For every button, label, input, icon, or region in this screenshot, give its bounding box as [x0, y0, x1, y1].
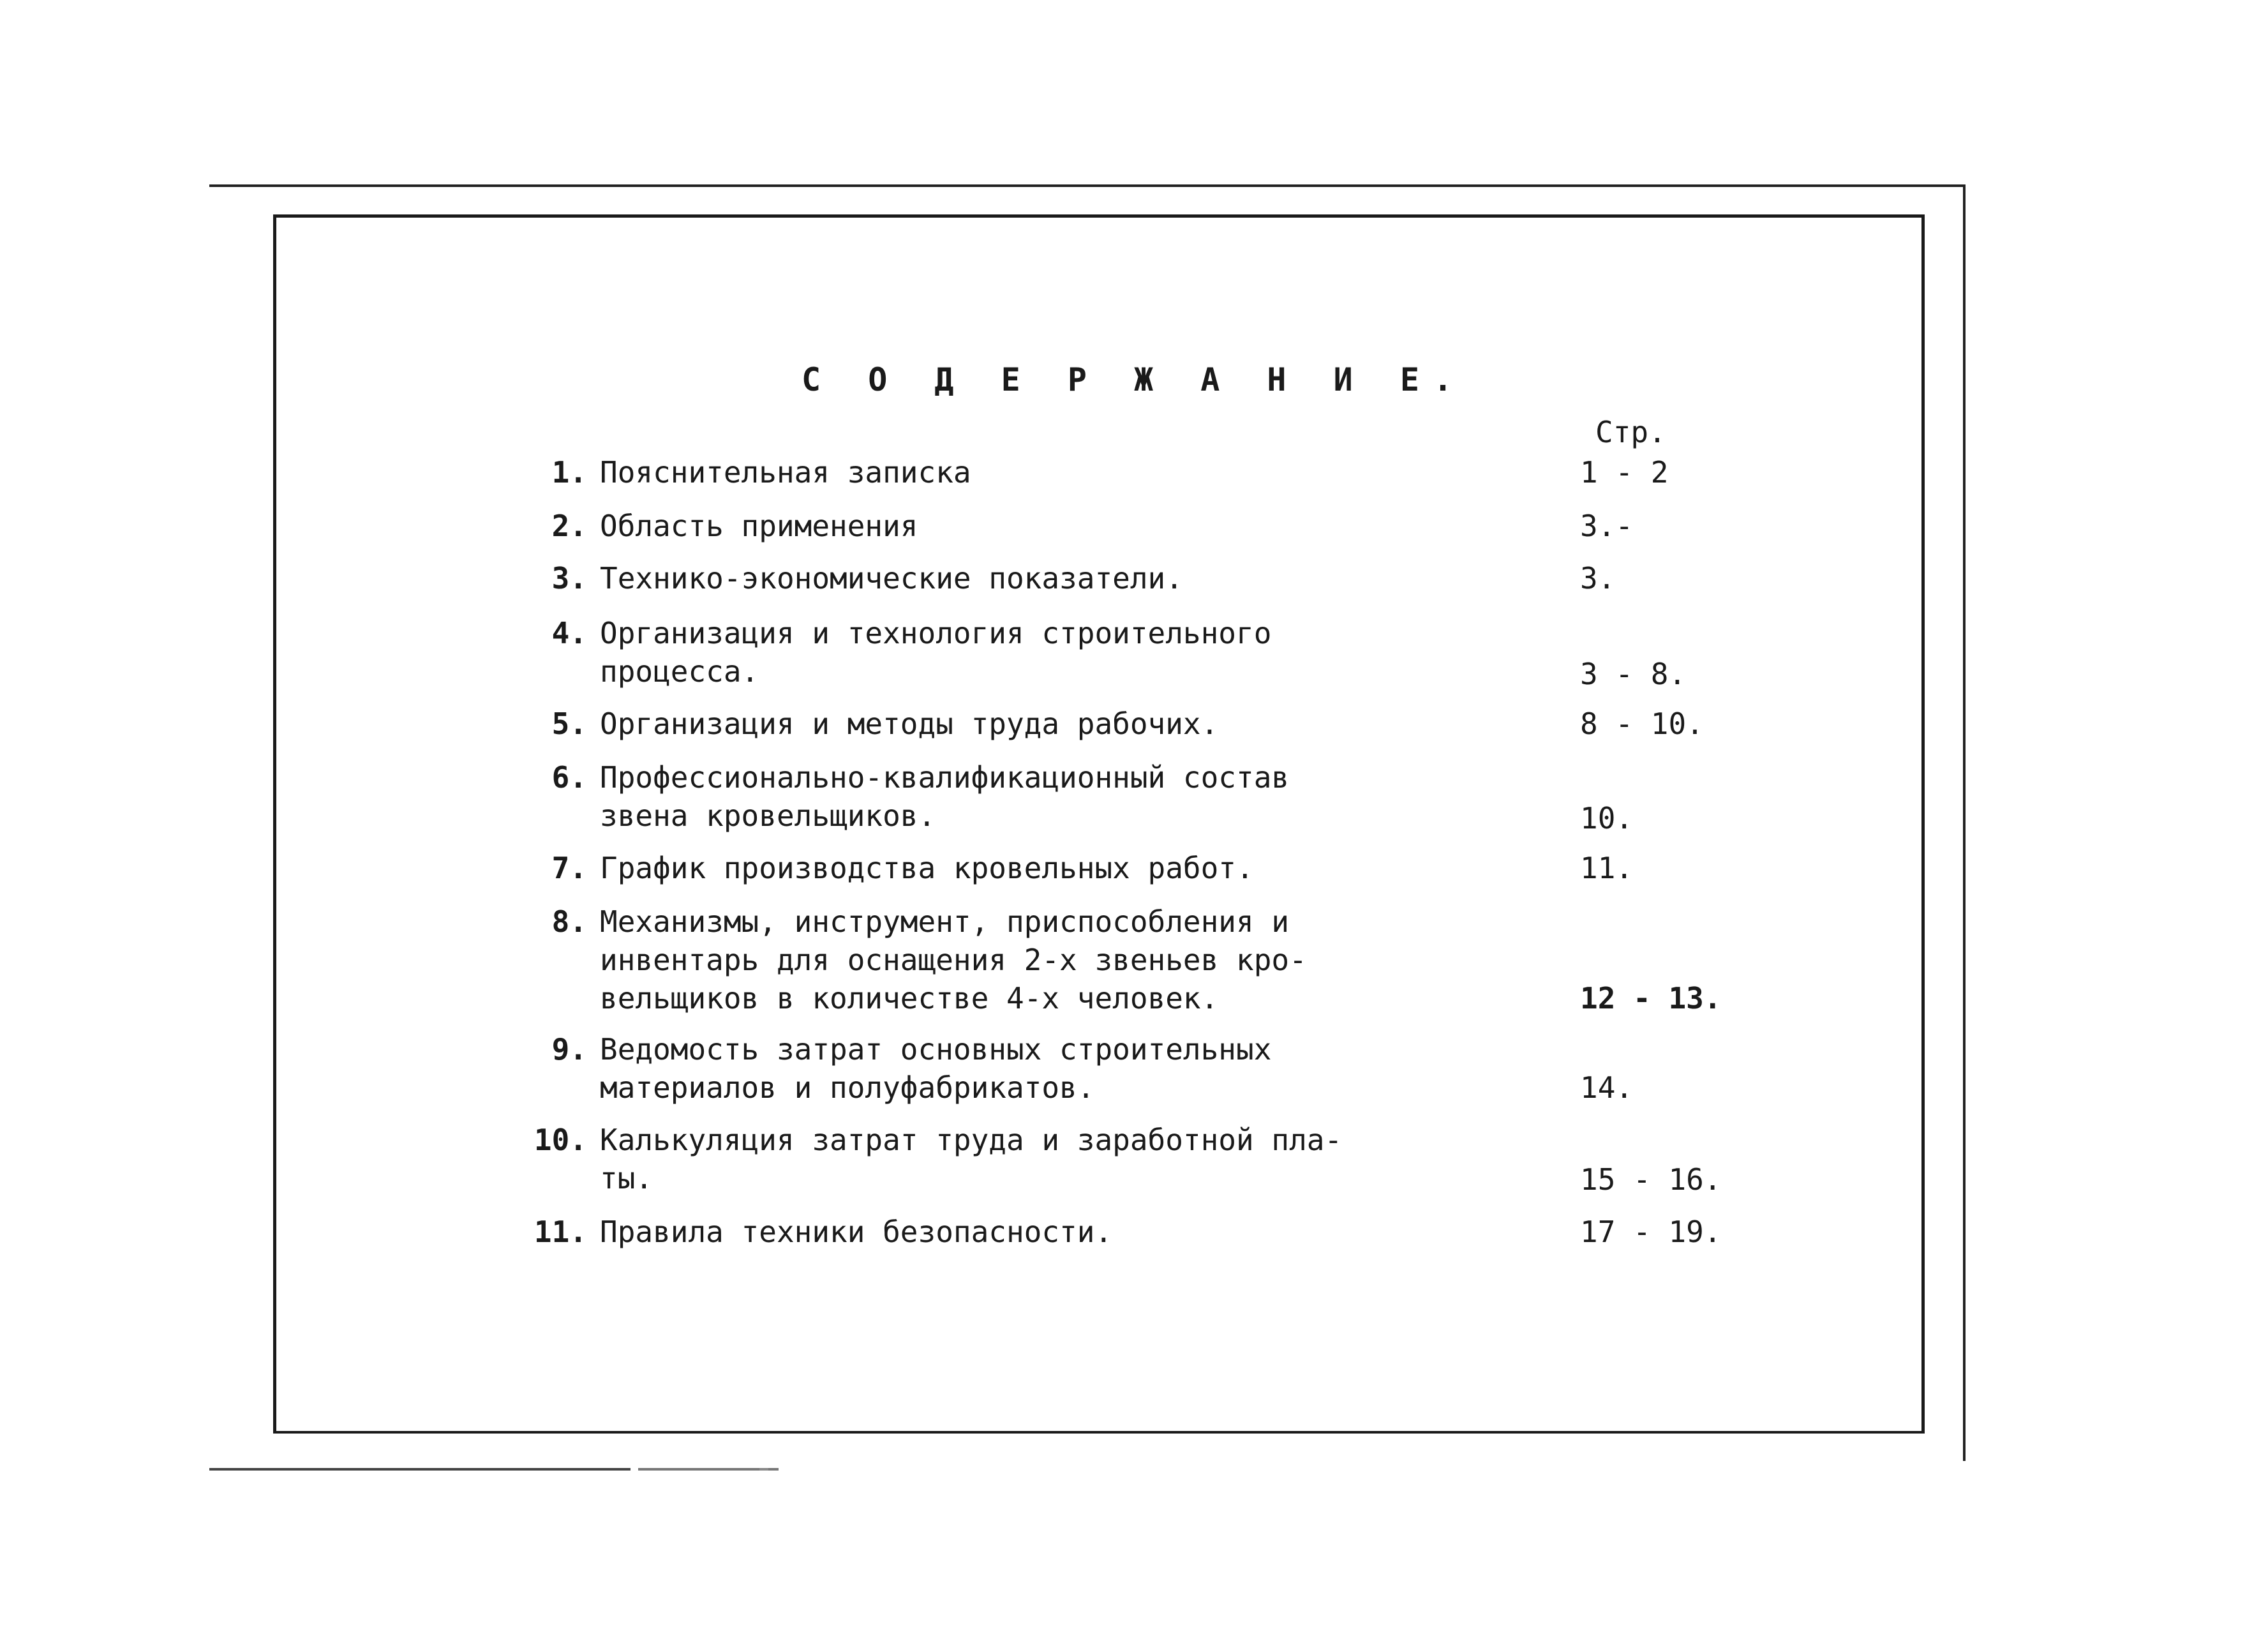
- entry-number: 10.: [533, 1123, 587, 1157]
- entry-number: 1.: [551, 455, 587, 490]
- entry-pages: 12 - 13.: [1580, 981, 1722, 1015]
- entry-number: 11.: [533, 1215, 587, 1249]
- entry-title: Организация и методы труда рабочих.: [600, 707, 1219, 741]
- entry-pages: 15 - 16.: [1580, 1162, 1722, 1197]
- sheet-bottom-edge: [209, 1468, 630, 1471]
- entry-title: Ведомость затрат основных строительных материалов и полуфабрикатов.: [600, 1032, 1272, 1105]
- document-title: С О Д Е Р Ж А Н И Е.: [802, 361, 1467, 398]
- entry-number: 6.: [551, 760, 587, 795]
- entry-number: 3.: [551, 561, 587, 595]
- entry-number: 2.: [551, 509, 587, 543]
- sheet-bottom-edge-fragment: [759, 1468, 768, 1471]
- entry-title: Калькуляция затрат труда и заработной пла- ты.: [600, 1123, 1343, 1195]
- entry-pages: 3.-: [1580, 509, 1634, 543]
- entry-pages: 10.: [1580, 801, 1634, 835]
- entry-number: 7.: [551, 851, 587, 885]
- entry-pages: 3.: [1580, 561, 1616, 595]
- entry-number: 8.: [551, 904, 587, 939]
- entry-title: Область применения: [600, 509, 918, 543]
- entry-number: 4.: [551, 616, 587, 650]
- entry-pages: 8 - 10.: [1580, 707, 1704, 741]
- entry-title: Правила техники безопасности.: [600, 1215, 1113, 1249]
- entry-title: Механизмы, инструмент, приспособления и инвентарь для оснащения 2-х звеньев кро- вельщиков в количестве 4-х человек.: [600, 904, 1307, 1015]
- entry-pages: 1 - 2: [1580, 455, 1669, 490]
- entry-title: График производства кровельных работ.: [600, 851, 1254, 885]
- sheet-top-edge: [209, 184, 1966, 187]
- sheet-bottom-edge-fragment: [638, 1468, 779, 1471]
- page-column-header: Стр.: [1595, 415, 1666, 449]
- entry-pages: 11.: [1580, 851, 1634, 885]
- entry-pages: 17 - 19.: [1580, 1215, 1722, 1249]
- entry-title: Организация и технология строительного процесса.: [600, 616, 1272, 689]
- entry-pages: 3 - 8.: [1580, 657, 1687, 691]
- entry-pages: 14.: [1580, 1070, 1634, 1105]
- entry-title: Пояснительная записка: [600, 455, 971, 490]
- sheet-right-edge: [1963, 184, 1966, 1461]
- entry-number: 9.: [551, 1032, 587, 1067]
- entry-number: 5.: [551, 707, 587, 741]
- entry-title: Технико-экономические показатели.: [600, 561, 1183, 595]
- entry-title: Профессионально-квалификационный состав звена кровельщиков.: [600, 760, 1290, 833]
